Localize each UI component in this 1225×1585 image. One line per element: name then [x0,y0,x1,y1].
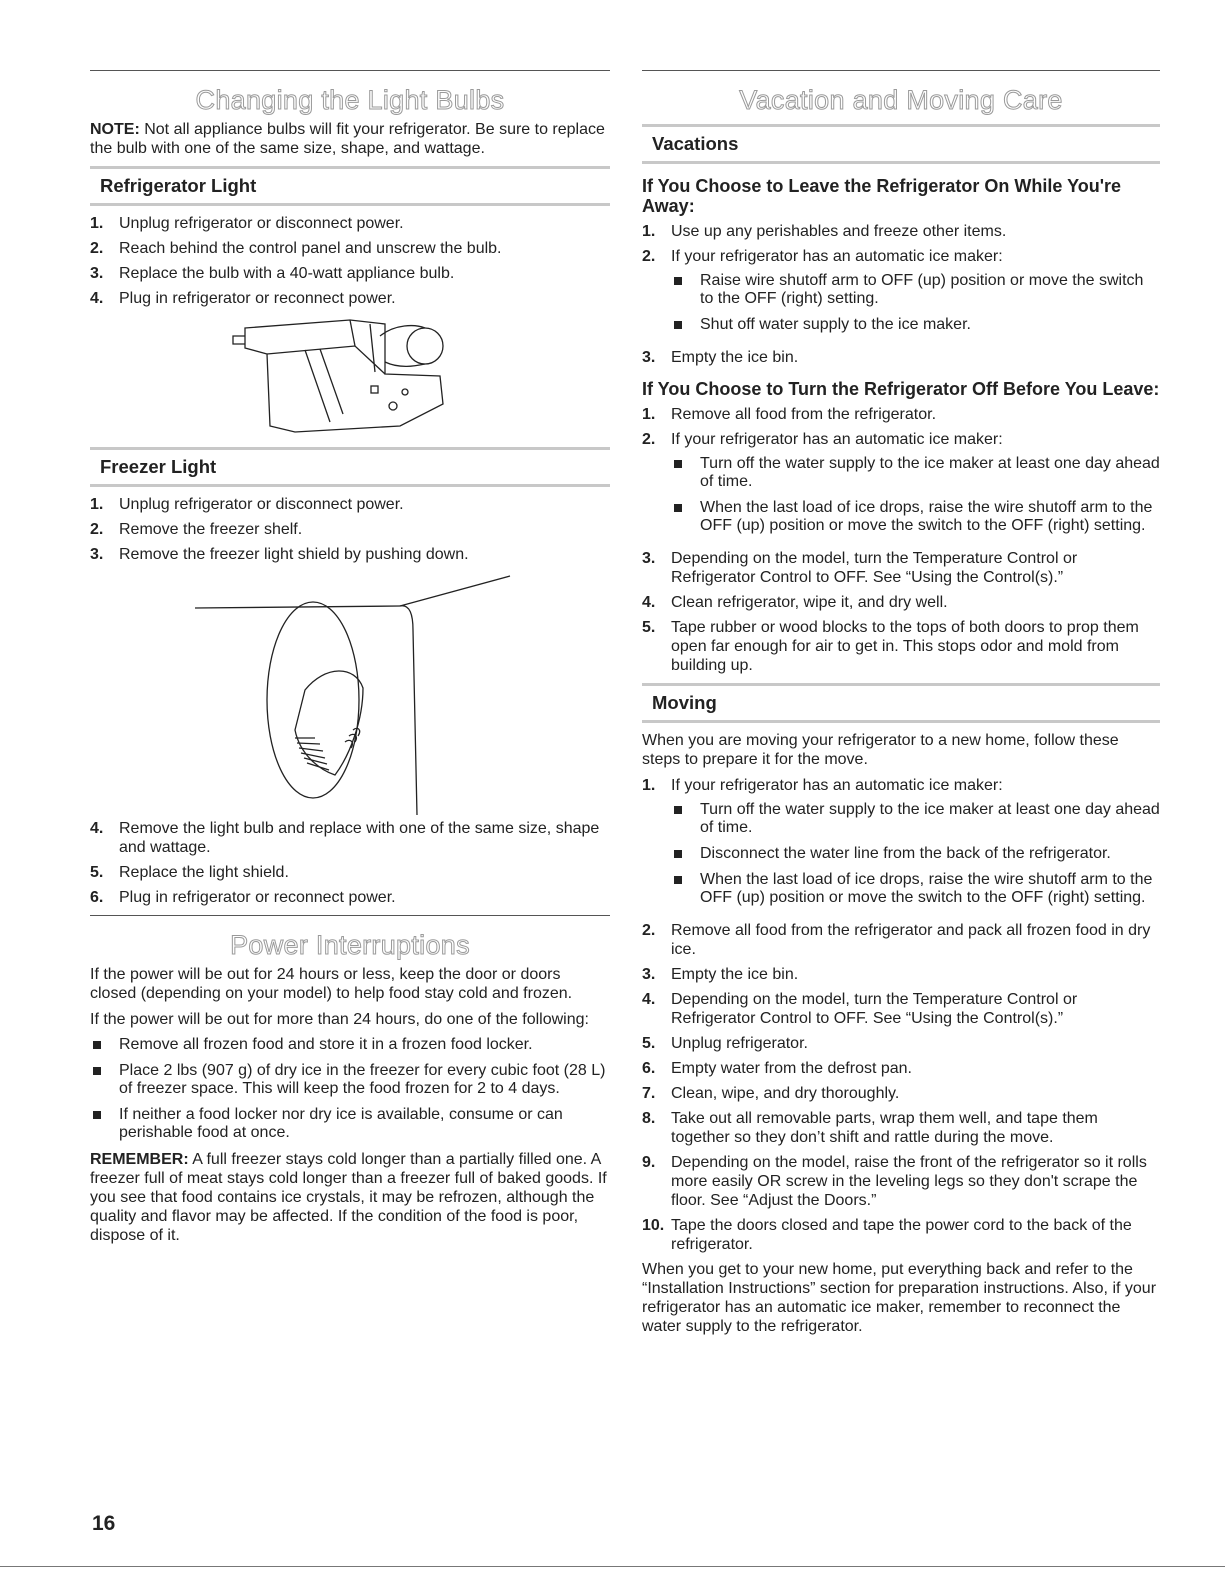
list-item [642,618,1160,675]
step-text: Plug in refrigerator or reconnect power. [119,889,396,906]
step-number: 1. [642,777,656,794]
step-number: 2. [642,431,656,448]
bullet-square-icon [671,316,700,334]
step-number: 6. [642,1060,656,1077]
step-number: 2. [90,240,104,257]
list-item [90,1062,610,1098]
step-text: Remove the freezer shelf. [119,521,303,538]
step-text: Unplug refrigerator. [671,1035,808,1052]
step-number: 1. [642,406,656,423]
step-number: 10. [642,1217,665,1234]
step-text: Empty water from the defrost pan. [671,1060,912,1077]
list-item [671,845,1160,863]
bullet-square-icon [90,1106,119,1142]
list-item [642,965,1160,984]
power-paragraph-2: If the power will be out for more than 24 hours, do one of the following: [90,1011,589,1028]
list-item [642,1109,1160,1147]
step-text: Remove the freezer light shield by pushing down. [119,546,469,563]
list-item [642,776,1160,915]
page-number: 16 [92,1512,116,1535]
list-item [642,1153,1160,1210]
moving-steps [642,776,1160,1254]
step-text: Depending on the model, raise the front of the refrigerator so it rolls more easily OR screw in the leveling legs so they don't scrape the floor. See “Adjust the Doors.” [671,1154,1147,1209]
list-item [671,801,1160,837]
step-text: Clean, wipe, and dry thoroughly. [671,1085,900,1102]
step-content [671,776,1160,915]
step-number: 2. [642,922,656,939]
list-item [642,1059,1160,1078]
bullet-text: Place 2 lbs (907 g) of dry ice in the freezer for every cubic foot (28 L) of freezer space. This will keep the food frozen for 2 to 4 days. [119,1062,606,1097]
leave-on-steps [642,222,1160,367]
step-text: Take out all removable parts, wrap them well, and tape them together so they don’t shift and rattle during the move. [671,1110,1098,1146]
power-paragraph-1: If the power will be out for 24 hours or less, keep the door or doors closed (depending on your model) to help food stay cold and frozen. [90,966,573,1002]
step-text: Unplug refrigerator or disconnect power. [119,215,404,232]
list-item [90,289,610,308]
step-number: 6. [90,889,104,906]
step-number: 2. [90,521,104,538]
bullet-text: When the last load of ice drops, raise the wire shutoff arm to the OFF (up) position or move the switch to the OFF (right) setting. [700,871,1153,906]
step-text: If your refrigerator has an automatic ice maker: [671,777,1003,794]
step-text: Replace the light shield. [119,864,289,881]
note-text: Not all appliance bulbs will fit your refrigerator. Be sure to replace the bulb with one of the same size, shape, and wattage. [90,121,605,157]
step-number: 5. [642,1035,656,1052]
list-item [90,239,610,258]
heading-freezer-light: Freezer Light [90,447,610,487]
step-text: Depending on the model, turn the Temperature Control or Refrigerator Control to OFF. See “Using the Control(s).” [671,991,1078,1027]
step-text: If your refrigerator has an automatic ice maker: [671,431,1003,448]
list-item [90,545,610,564]
section-title-vacation-moving: Vacation and Moving Care [739,85,1063,115]
step-number: 4. [90,820,104,837]
step-text: Reach behind the control panel and unscrew the bulb. [119,240,502,257]
step-text: Tape rubber or wood blocks to the tops of both doors to prop them open far enough for air to get in. This stops odor and mold from building up. [671,619,1139,674]
step-number: 3. [642,349,656,366]
step-text: Remove all food from the refrigerator and pack all frozen food in dry ice. [671,922,1151,958]
heading-vacations: Vacations [642,124,1160,164]
list-item [642,593,1160,612]
step-number: 3. [642,550,656,567]
step-number: 3. [90,265,104,282]
step-text: Use up any perishables and freeze other items. [671,223,1007,240]
step-number: 1. [90,496,104,513]
list-item [90,888,610,907]
freezer-light-shield-illustration [185,570,515,815]
bullet-text: Raise wire shutoff arm to OFF (up) position or move the switch to the OFF (right) setting. [700,272,1144,307]
section-rule [90,70,610,71]
step-number: 8. [642,1110,656,1127]
list-item [90,495,610,514]
bullet-text: Shut off water supply to the ice maker. [700,316,971,333]
refrigerator-light-steps [90,214,610,308]
bullet-square-icon [671,272,700,308]
list-item [90,1106,610,1142]
list-item [642,1084,1160,1103]
step-number: 7. [642,1085,656,1102]
section-rule [642,70,1160,71]
bullet-text: When the last load of ice drops, raise the wire shutoff arm to the OFF (up) position or move the switch to the OFF (right) setting. [700,499,1153,534]
step-number: 5. [90,864,104,881]
list-item [90,819,610,857]
bullet-text: If neither a food locker nor dry ice is available, consume or can perishable food at once. [119,1106,563,1141]
moving-outro: When you get to your new home, put everything back and refer to the “Installation Instructions” section for preparation instructions. Also, if your refrigerator has an automatic ice maker, remember to reconnect the water supply to the refrigerator. [642,1261,1157,1335]
list-item [671,455,1160,491]
bottom-rule [0,1566,1225,1567]
freezer-light-steps-continued [90,819,610,907]
step-text: Tape the doors closed and tape the power cord to the back of the refrigerator. [671,1217,1132,1253]
step-text: Replace the bulb with a 40-watt appliance bulb. [119,265,455,282]
step-text: Remove the light bulb and replace with one of the same size, shape and wattage. [119,820,600,856]
section-title-light-bulbs: Changing the Light Bulbs [195,85,505,115]
remember-text: A full freezer stays cold longer than a partially filled one. A freezer full of meat stays cold longer than a freezer full of baked goods. If you see that food contains ice crystals, it may be refrozen, although the quality and flavor may be affected. If the condition of the food is poor, dispose of it. [90,1151,607,1244]
bullet-square-icon [671,455,700,491]
step-content [671,247,1160,342]
heading-refrigerator-light: Refrigerator Light [90,166,610,206]
refrigerator-light-illustration [225,314,475,439]
step-number: 4. [642,594,656,611]
heading-moving: Moving [642,683,1160,723]
list-item [642,1216,1160,1254]
bullet-text: Remove all frozen food and store it in a frozen food locker. [119,1036,533,1053]
list-item [671,871,1160,907]
turn-off-steps [642,405,1160,675]
step-number: 9. [642,1154,656,1171]
step-text: Depending on the model, turn the Temperature Control or Refrigerator Control to OFF. See “Using the Control(s).” [671,550,1078,586]
step-number: 4. [90,290,104,307]
list-item [642,247,1160,342]
list-item [671,272,1160,308]
note-label: NOTE: [90,121,140,138]
list-item [642,1034,1160,1053]
bullet-text: Turn off the water supply to the ice maker at least one day ahead of time. [700,455,1160,490]
list-item [90,520,610,539]
step-text: Unplug refrigerator or disconnect power. [119,496,404,513]
list-item [90,1036,610,1054]
note-paragraph [90,120,610,158]
step-number: 1. [90,215,104,232]
power-options-list [90,1036,610,1142]
freezer-light-steps [90,495,610,564]
list-item [90,264,610,283]
section-title-power-interruptions: Power Interruptions [230,930,470,960]
step-text: Clean refrigerator, wipe it, and dry well. [671,594,948,611]
bullet-square-icon [671,871,700,907]
step-content [671,430,1160,543]
list-item [642,549,1160,587]
step-text: Empty the ice bin. [671,349,799,366]
ice-maker-bullets [671,801,1160,907]
ice-maker-bullets [671,272,1160,334]
step-text: Remove all food from the refrigerator. [671,406,937,423]
remember-label: REMEMBER: [90,1151,189,1168]
heading-turn-off: If You Choose to Turn the Refrigerator Off Before You Leave: [642,379,1160,399]
section-rule [90,915,610,916]
bullet-square-icon [90,1036,119,1054]
list-item [642,990,1160,1028]
step-number: 3. [642,966,656,983]
list-item [90,863,610,882]
ice-maker-bullets [671,455,1160,535]
moving-intro: When you are moving your refrigerator to a new home, follow these steps to prepare it for the move. [642,732,1119,768]
heading-leave-on: If You Choose to Leave the Refrigerator On While You're Away: [642,176,1122,216]
bullet-text: Disconnect the water line from the back of the refrigerator. [700,845,1111,862]
bullet-square-icon [671,801,700,837]
list-item [642,430,1160,543]
step-number: 2. [642,248,656,265]
step-text: Empty the ice bin. [671,966,799,983]
step-number: 5. [642,619,656,636]
list-item [642,222,1160,241]
step-number: 3. [90,546,104,563]
list-item [642,921,1160,959]
right-column [642,70,1160,1343]
step-number: 4. [642,991,656,1008]
step-text: Plug in refrigerator or reconnect power. [119,290,396,307]
list-item [90,214,610,233]
step-text: If your refrigerator has an automatic ice maker: [671,248,1003,265]
list-item [671,499,1160,535]
bullet-square-icon [671,499,700,535]
bullet-square-icon [90,1062,119,1098]
list-item [671,316,1160,334]
list-item [642,405,1160,424]
list-item [642,348,1160,367]
remember-paragraph [90,1150,610,1245]
step-number: 1. [642,223,656,240]
bullet-text: Turn off the water supply to the ice maker at least one day ahead of time. [700,801,1160,836]
left-column [90,70,610,1252]
bullet-square-icon [671,845,700,863]
